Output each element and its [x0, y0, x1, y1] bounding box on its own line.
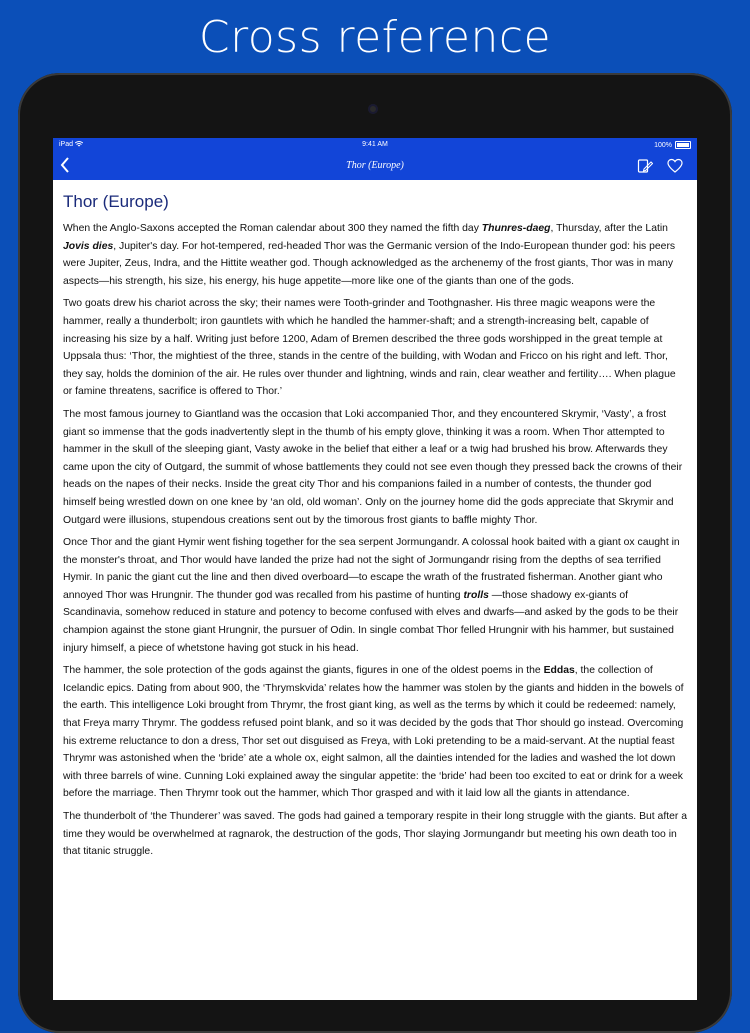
battery-icon: [675, 141, 691, 149]
battery-percent: 100%: [654, 141, 672, 149]
status-time: 9:41 AM: [362, 141, 388, 148]
paragraph-3: The most famous journey to Giantland was the occasion that Loki accompanied Thor, and they encountered Skrymir, ‘Vasty’, a frost giant so immense that the gods inadvertently slept in the thumb of his empty glove, thinking it was a room. When Thor attempted to hammer in the skull of the sleeping giant, Vasty awoke in the belief that either a leaf or a twig had brushed his brow. Afterwards they came upon the city of Outgard, the summit of whose battlements they could not see even though they pressed back the crowns of their heads on the napes of their necks. Inside the great city Thor and his companions failed in a number of contests, the thunder god himself being wrestled down on one knee by ‘an old, old woman’. Only on the journey home did the gods appreciate that Skrymir and Outgard were illusions, stupendous creations sent out by the timorous frost giants to baffle mighty Thor.: [63, 408, 683, 526]
navigation-bar: [53, 153, 697, 180]
paragraph-2: Two goats drew his chariot across the sky; their names were Tooth-grinder and Toothgnasher. His three magic weapons were the hammer, really a thunderbolt; iron gauntlets with which he handled the hammer-shaft; and a strength-increasing belt, capable of increasing his size by a half. Writing just before 1200, Adam of Bremen described the three gods worshipped in the great temple at Uppsala thus: ‘Thor, the mightiest of the three, stands in the centre of the building, with Wodan and Fricco on his right and left. Thor, they say, holds the dominion of the air. He rules over thunder and lightning, winds and rain, clear weather and fertility…. When plague or famine threatens, sacrifice is offered to Thor.’: [63, 298, 676, 398]
term-trolls[interactable]: trolls: [463, 589, 489, 601]
device-label: iPad: [59, 141, 83, 148]
term-jovis-dies[interactable]: Jovis dies: [63, 240, 114, 252]
article-title: Thor (Europe): [63, 192, 169, 211]
paragraph-4: Once Thor and the giant Hymir went fishing together for the sea serpent Jormungandr. A colossal hook baited with a giant ox caught in the monster's throat, and Thor would have landed the prize had not the sight of Jormungandr rising from the depths of sea terrified Hymir. In panic the giant cut the line and then dived overboard—to escape the wrath of the frustrated fisherman. Another giant who annoyed Thor was Hrungnir. The thunder god was recalled from his pastime of hunting trolls —those shadowy ex-giants of Scandinavia, somehow reduced in stature and potency to become confused with elves and dwarfs—and asked by the gods to be their champion against the stone giant Hrungnir, the pursuer of Odin. In single combat Thor felled Hrungnir with his hammer, but sustained injury himself, a piece of whetstone having got stuck in his head.: [63, 537, 680, 654]
nav-title: Thor (Europe): [346, 160, 404, 171]
edit-note-icon[interactable]: [637, 158, 653, 174]
paragraph-5: The hammer, the sole protection of the gods against the giants, figures in one of the oldest poems in the Eddas, the collection of Icelandic epics. Dating from about 900, the ‘Thrymskvida’ relates how the hammer was stolen by the giants and hidden in the bowels of the earth. This intelligence Loki brought from Thrymr, the frost giant king, as well as the terms by which it could be redeemed: namely, that Freya marry Thrymr. The goddess refused point blank, and so it was decided by the gods that Thor should go instead. Overcoming his extreme reluctance to don a dress, Thor set out disguised as Freya, with Loki pretending to be a maid-servant. At the nuptial feast Thrymr was astonished when the ‘bride’ ate a whole ox, eight salmon, all the dainties intended for the ladies and washed the lot down with three barrels of wine. Cunning Loki explained away the singular appetite: the ‘bride’ had been too excited to eat or drink for a week before the marriage. Then Thrymr took out the hammer, which Thor grasped and with it laid low all the giants in attendance.: [63, 665, 684, 800]
paragraph-1: When the Anglo-Saxons accepted the Roman calendar about 300 they named the fifth day Thunres-daeg, Thursday, after the Latin Jovis dies, Jupiter's day. For hot-tempered, red-headed Thor was the Germanic version of the Indo-European thunder god: his peers were Jupiter, Zeus, Indra, and the Hittite weather god. Though acknowledged as the archenemy of the frost giants, Thor was in many aspects—his strength, his size, his energy, his huge appetite—more like one of the giants than one of the gods.: [63, 223, 676, 287]
promo-banner-title: Cross reference: [198, 12, 552, 63]
article-content: [53, 180, 697, 861]
front-camera: [368, 104, 378, 114]
status-bar: [53, 138, 697, 153]
term-eddas[interactable]: Eddas: [543, 665, 575, 677]
battery-status: [654, 141, 691, 149]
paragraph-6: The thunderbolt of ‘the Thunderer’ was saved. The gods had gained a temporary respite in their long struggle with the giants. But after a time they would be overwhelmed at ragnarok, the destruction of the gods, Thor slaying Jormungandr but meeting his own death too in that titanic struggle.: [63, 811, 688, 858]
heart-icon[interactable]: [667, 158, 683, 174]
app-screen: [53, 138, 697, 1000]
term-thunres-daeg[interactable]: Thunres-daeg: [481, 223, 551, 234]
nav-actions: [637, 158, 683, 174]
